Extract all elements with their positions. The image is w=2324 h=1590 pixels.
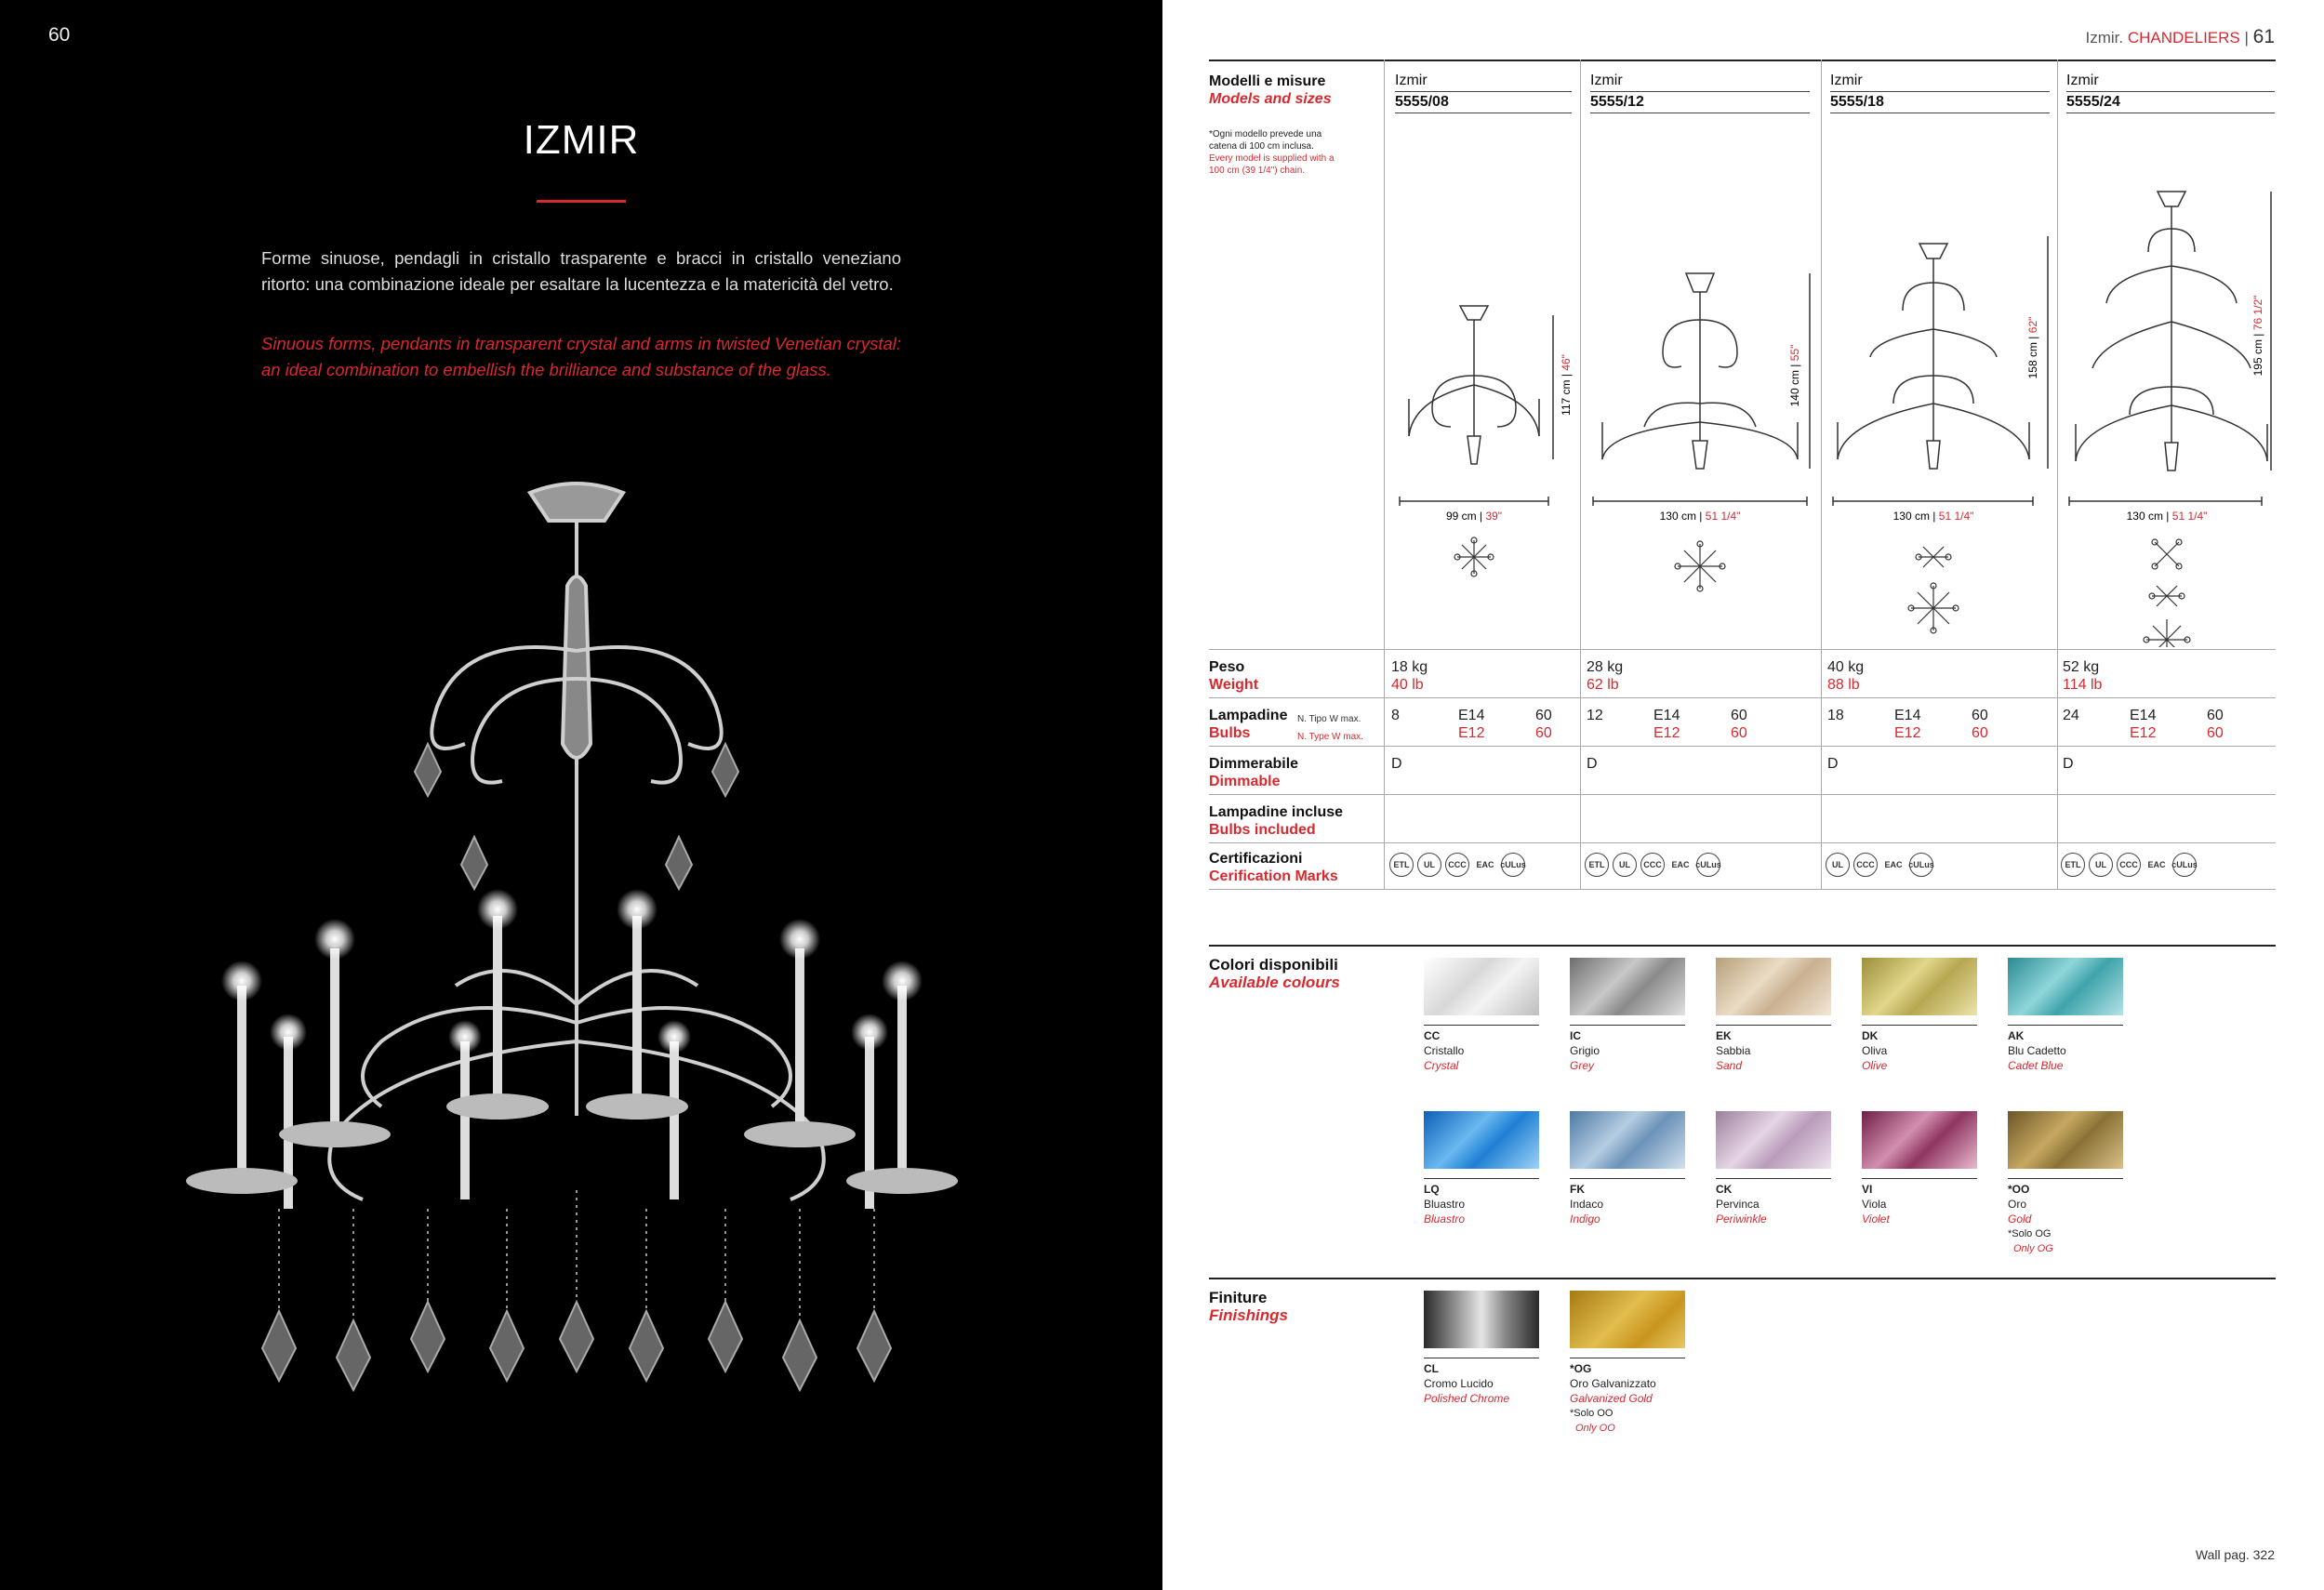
swatch-ck[interactable] <box>1716 1111 1831 1169</box>
etl-mark-icon: ETL <box>2061 853 2085 877</box>
dimmable-5555-08: D <box>1391 756 1402 772</box>
label-og: *OG Oro Galvanizzato Galvanized Gold *Solo OO Only OO <box>1570 1358 1685 1436</box>
bulb-type-5555-24: E14 E12 <box>2130 708 2157 741</box>
eac-mark-icon: EAC <box>1884 860 1903 869</box>
culus-mark-icon: cULus <box>2172 853 2197 877</box>
svg-text:117 cm | 46": 117 cm | 46" <box>1560 354 1573 416</box>
ul-mark-icon: UL <box>1613 853 1637 877</box>
product-title: IZMIR <box>523 117 640 163</box>
chain-note: *Ogni modello prevede una catena di 100 cm inclusa. Every model is supplied with a 100 cm (39 1/4") chain. <box>1209 129 1335 176</box>
models-label: Modelli e misure Models and sizes <box>1209 73 1332 107</box>
weight-5555-18: 40 kg 88 lb <box>1827 659 1865 693</box>
label-vi: VI Viola Violet <box>1862 1178 1977 1226</box>
culus-mark-icon: cULus <box>1696 853 1720 877</box>
page-number-right: 61 <box>2252 26 2275 47</box>
svg-text:130 cm | 51 1/4": 130 cm | 51 1/4" <box>1892 510 1974 523</box>
cert-marks-5555-24 <box>2061 853 2197 877</box>
dimmable-5555-24: D <box>2063 756 2074 772</box>
swatch-dk[interactable] <box>1862 958 1977 1015</box>
bulb-watt-5555-18: 60 60 <box>1972 708 1988 741</box>
cert-marks-5555-18 <box>1826 853 1933 877</box>
model-header-4: Izmir 5555/24 <box>2066 73 2275 113</box>
svg-text:195 cm | 76 1/2": 195 cm | 76 1/2" <box>2251 295 2264 377</box>
label-ic: IC Grigio Grey <box>1570 1025 1685 1073</box>
description-italian: Forme sinuose, pendagli in cristallo trasparente e bracci in cristallo veneziano ritorto: una combinazione ideale per esaltare la lucentezza e la matericità del vetro. <box>261 248 901 294</box>
svg-text:130 cm | 51 1/4": 130 cm | 51 1/4" <box>1659 510 1741 523</box>
title-divider <box>537 200 626 203</box>
bulb-type-5555-12: E14 E12 <box>1653 708 1680 741</box>
ul-mark-icon: UL <box>2089 853 2113 877</box>
spec-table <box>1209 60 2276 890</box>
colours-rule <box>1209 945 2276 947</box>
chandelier-photo <box>158 465 995 1451</box>
label-cl: CL Cromo Lucido Polished Chrome <box>1424 1358 1539 1406</box>
bulb-watt-5555-08: 60 60 <box>1535 708 1552 741</box>
swatch-ek[interactable] <box>1716 958 1831 1015</box>
dimmable-label: Dimmerabile Dimmable <box>1209 756 1299 789</box>
label-ek: EK Sabbia Sand <box>1716 1025 1831 1073</box>
swatch-fk[interactable] <box>1570 1111 1685 1169</box>
finishings-rule <box>1209 1278 2276 1279</box>
bulb-type-5555-08: E14 E12 <box>1458 708 1485 741</box>
ul-mark-icon: UL <box>1417 853 1441 877</box>
bulbs-included-label: Lampadine incluse Bulbs included <box>1209 804 1344 838</box>
ul-mark-icon: UL <box>1826 853 1850 877</box>
model-header-2: Izmir 5555/12 <box>1590 73 1810 113</box>
ccc-mark-icon: CCC <box>1640 853 1665 877</box>
label-cc: CC Cristallo Crystal <box>1424 1025 1539 1073</box>
bulbs-count-5555-18: 18 <box>1827 708 1844 723</box>
header-category: CHANDELIERS <box>2127 29 2240 46</box>
header-separator: | <box>2244 29 2249 46</box>
culus-mark-icon: cULus <box>1501 853 1525 877</box>
weight-5555-24: 52 kg 114 lb <box>2063 659 2103 693</box>
eac-mark-icon: EAC <box>2147 860 2166 869</box>
footer-reference: Wall pag. 322 <box>2195 1547 2275 1562</box>
label-lq: LQ Bluastro Bluastro <box>1424 1178 1539 1226</box>
bulb-watt-5555-24: 60 60 <box>2207 708 2224 741</box>
bulbs-sublabel: N. Tipo W max. N. Type W max. <box>1297 714 1363 742</box>
finishings-label: Finiture Finishings <box>1209 1289 1288 1324</box>
description-english: Sinuous forms, pendants in transparent crystal and arms in twisted Venetian crystal: an ideal combination to embellish the brilliance and substance of the glass. <box>261 334 901 379</box>
swatch-ic[interactable] <box>1570 958 1685 1015</box>
drawing-5555-08 <box>1395 236 1577 608</box>
etl-mark-icon: ETL <box>1389 853 1414 877</box>
table-top-rule <box>1209 60 2276 61</box>
swatch-cc[interactable] <box>1424 958 1539 1015</box>
label-oo: *OO Oro Gold *Solo OG Only OG <box>2008 1178 2123 1256</box>
page-header <box>2085 26 2275 48</box>
page-number-left: 60 <box>48 24 71 46</box>
dimmable-5555-18: D <box>1827 756 1839 772</box>
weight-5555-12: 28 kg 62 lb <box>1587 659 1624 693</box>
swatch-og[interactable] <box>1570 1291 1685 1348</box>
label-ck: CK Pervinca Periwinkle <box>1716 1178 1831 1226</box>
label-ak: AK Blu Cadetto Cadet Blue <box>2008 1025 2123 1073</box>
bulbs-label: Lampadine Bulbs <box>1209 708 1288 741</box>
model-header-3: Izmir 5555/18 <box>1830 73 2050 113</box>
drawing-5555-12 <box>1588 236 1817 608</box>
drawing-5555-18 <box>1828 236 2053 636</box>
svg-text:158 cm | 62": 158 cm | 62" <box>2026 316 2039 379</box>
cert-marks-5555-12 <box>1585 853 1720 877</box>
colours-label: Colori disponibili Available colours <box>1209 956 1340 991</box>
dimmable-5555-12: D <box>1587 756 1598 772</box>
cert-marks-5555-08 <box>1389 853 1525 877</box>
swatch-ak[interactable] <box>2008 958 2123 1015</box>
culus-mark-icon: cULus <box>1909 853 1933 877</box>
model-header-1: Izmir 5555/08 <box>1395 73 1572 113</box>
ccc-mark-icon: CCC <box>1853 853 1878 877</box>
swatch-vi[interactable] <box>1862 1111 1977 1169</box>
certifications-label: Certificazioni Cerification Marks <box>1209 851 1338 884</box>
label-dk: DK Oliva Olive <box>1862 1025 1977 1073</box>
svg-text:140 cm | 55": 140 cm | 55" <box>1788 344 1801 407</box>
swatch-lq[interactable] <box>1424 1111 1539 1169</box>
svg-text:130 cm | 51 1/4": 130 cm | 51 1/4" <box>2126 510 2208 523</box>
bulbs-count-5555-24: 24 <box>2063 708 2079 723</box>
bulb-watt-5555-12: 60 60 <box>1731 708 1747 741</box>
drawing-5555-24 <box>2065 126 2275 647</box>
header-product: Izmir. <box>2085 29 2124 46</box>
bulbs-count-5555-08: 8 <box>1391 708 1400 723</box>
swatch-oo[interactable] <box>2008 1111 2123 1169</box>
bulbs-count-5555-12: 12 <box>1587 708 1603 723</box>
eac-mark-icon: EAC <box>1671 860 1690 869</box>
eac-mark-icon: EAC <box>1476 860 1494 869</box>
bulb-type-5555-18: E14 E12 <box>1894 708 1921 741</box>
swatch-cl[interactable] <box>1424 1291 1539 1348</box>
etl-mark-icon: ETL <box>1585 853 1609 877</box>
svg-text:99 cm | 39": 99 cm | 39" <box>1445 510 1503 523</box>
label-fk: FK Indaco Indigo <box>1570 1178 1685 1226</box>
ccc-mark-icon: CCC <box>1445 853 1469 877</box>
ccc-mark-icon: CCC <box>2117 853 2141 877</box>
weight-5555-08: 18 kg 40 lb <box>1391 659 1428 693</box>
weight-label: Peso Weight <box>1209 659 1259 693</box>
